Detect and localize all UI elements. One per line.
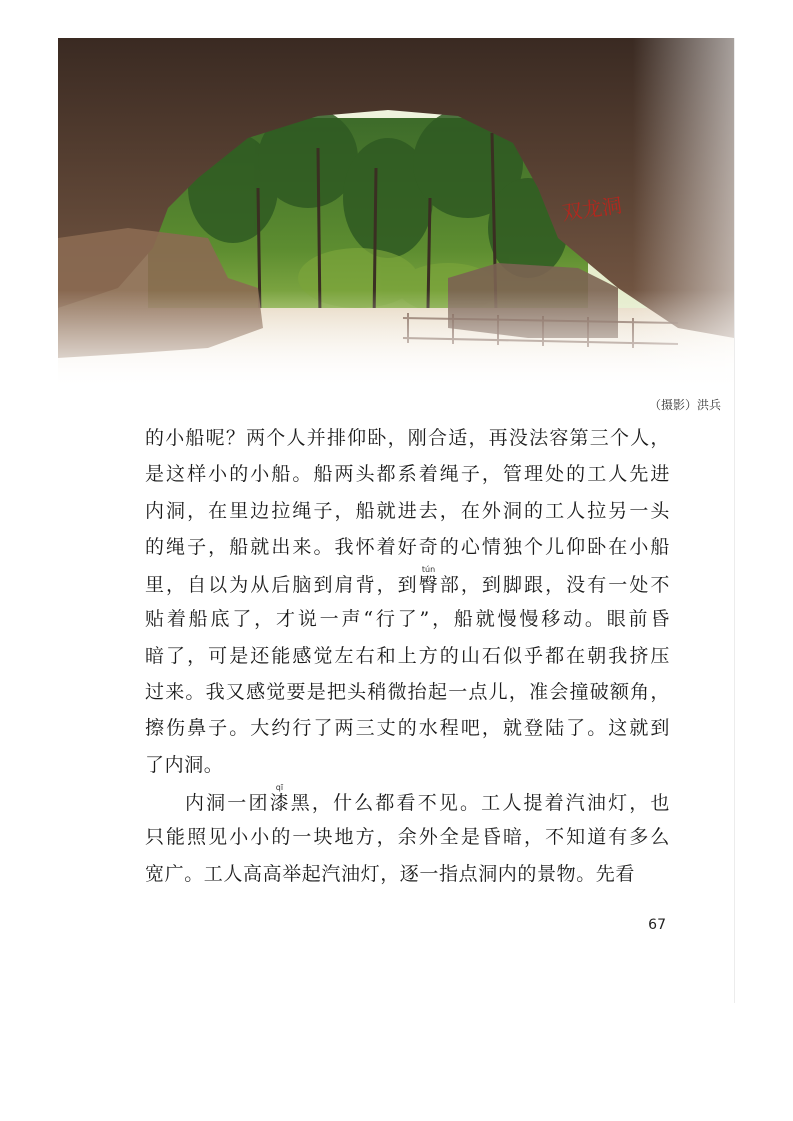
text-line <box>145 565 670 601</box>
photo-credit: （摄影）洪兵 <box>648 398 721 412</box>
pinyin-annotation <box>269 782 291 814</box>
text-line: 的绳子，船就出来。我怀着好奇的心情独个儿仰卧在小船 <box>145 535 670 558</box>
text-line: 贴着船底了，才说一声“行了”，船就慢慢移动。眼前昏 <box>145 608 670 631</box>
text-line <box>145 783 670 819</box>
text-line: 是这样小的小船。船两头都系着绳子，管理处的工人先进 <box>145 463 670 486</box>
text-line: 过来。我又感觉要是把头稍微抬起一点儿，准会撞破额角， <box>145 681 670 704</box>
text-segment: 里，自以为从后脑到肩背，到 <box>145 574 419 597</box>
annotated-character: 漆 <box>269 791 291 814</box>
cave-photo <box>58 38 734 388</box>
text-line: 擦伤鼻子。大约行了两三丈的水程吧，就登陆了。这就到 <box>145 717 670 740</box>
text-line: 宽广。工人高高举起汽油灯，逐一指点洞内的景物。先看 <box>145 862 636 885</box>
text-line: 只能照见小小的一块地方，余外全是昏暗，不知道有多么 <box>145 826 670 849</box>
paragraph <box>145 783 670 892</box>
text-line: 的小船呢？两个人并排仰卧，刚合适，再没法容第三个人， <box>145 427 670 449</box>
page-edge <box>734 38 735 1003</box>
text-segment: 内洞一团 <box>185 791 270 814</box>
annotated-character: 臀 <box>418 574 440 597</box>
article-body <box>145 420 670 892</box>
text-segment: 部，到脚跟，没有一处不 <box>439 574 670 597</box>
pinyin-annotation <box>418 565 440 597</box>
paragraph <box>145 420 670 783</box>
text-line: 暗了，可是还能感觉左右和上方的山石似乎都在朝我挤压 <box>145 644 670 667</box>
text-segment: 黑，什么都看不见。工人提着汽油灯，也 <box>290 791 670 814</box>
page-number: 67 <box>648 917 666 933</box>
text-line: 内洞，在里边拉绳子，船就进去，在外洞的工人拉另一头 <box>145 499 670 522</box>
pinyin-text: qī <box>269 782 290 792</box>
text-line: 了内洞。 <box>145 753 224 776</box>
pinyin-text: tún <box>418 565 439 575</box>
